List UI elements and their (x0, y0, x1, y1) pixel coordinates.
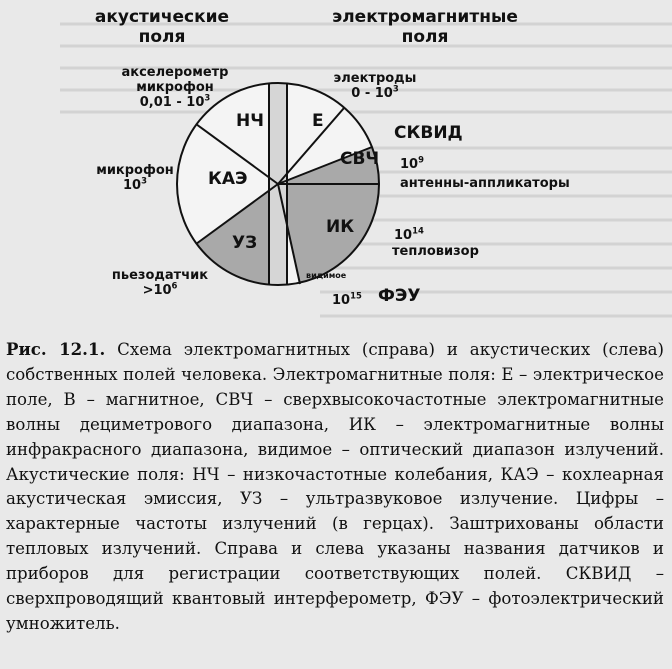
microphone-freq-exp: 3 (204, 92, 211, 103)
sector-visible-label: видимое (306, 271, 347, 280)
sector-uz-label: УЗ (232, 233, 258, 253)
antennas-freq (400, 154, 424, 173)
sector-nch-label: НЧ (236, 111, 264, 131)
thermal-freq-base: 10 (394, 228, 413, 243)
microphone2-text: микрофон (96, 163, 174, 178)
acoustic-fields-header (88, 8, 236, 47)
label-thermal-imager: тепловизор (392, 244, 479, 259)
antennas-freq-exp: 9 (418, 154, 424, 165)
label-electrodes (332, 72, 418, 102)
electrodes-freq-exp: 3 (392, 83, 399, 94)
piezo-text: пьезодатчик (111, 268, 209, 283)
caption-text: Схема электромагнитных (справа) и акустических (слева) собственных полей человека. Электромагнитные поля: Е – электрическое поле, В – магнитное, СВЧ – сверхвысокочастотные электромагнитные волны дециметрового диапазона, ИК – электромагнитные волны инфракрасного диапазона, видимое – оптический диапазон излучений. Акустические поля: НЧ – низкочастотные колебания, КАЭ – кохлеарная акустическая эмиссия, УЗ – ультразвуковое излучение. Цифры – характерные частоты излучений (в герцах). Заштрихованы области тепловых излучений. Справа и слева указаны названия датчиков и приборов для регистрации соответствующих полей. СКВИД – сверхпроводящий квантовый интерферометр, ФЭУ – фотоэлектрический умножитель. (6, 340, 664, 633)
antennas-freq-base: 10 (400, 157, 419, 172)
label-antennas: антенны-аппликаторы (400, 176, 570, 191)
figure-caption (6, 337, 664, 637)
em-header-line2: поля (401, 26, 449, 47)
pmt-freq-base: 10 (332, 293, 351, 308)
sector-kae-label: КАЭ (208, 169, 248, 189)
electrodes-freq-base: 0 - 10 (351, 85, 393, 101)
microphone2-freq-exp: 3 (141, 175, 147, 186)
pmt-freq-exp: 15 (350, 290, 362, 301)
piezo-freq (108, 280, 212, 299)
em-header-line1: электромагнитные (332, 7, 518, 27)
em-fields-header (322, 8, 528, 47)
figure-label: Рис. 12.1. (6, 339, 106, 359)
piezo-freq-base: >10 (142, 282, 172, 298)
acoustic-header-line2: поля (138, 26, 186, 47)
thermal-freq (394, 225, 424, 244)
acoustic-header-line1: акустические (94, 7, 230, 27)
microphone2-freq-base: 10 (123, 177, 142, 193)
sector-ik-label: ИК (326, 217, 355, 237)
thermal-freq-exp: 14 (412, 225, 424, 236)
microphone-freq-base: 0,01 - 10 (139, 94, 205, 110)
label-microphone-2 (90, 164, 180, 194)
pmt-freq (332, 290, 362, 309)
microphone-freq (114, 92, 236, 111)
electrodes-text: электроды (333, 71, 417, 86)
microphone-text: микрофон (136, 79, 214, 95)
label-squid: СКВИД (394, 123, 463, 143)
sector-svch-label: СВЧ (340, 149, 380, 169)
accelerometer-text: акселерометр (121, 65, 229, 80)
label-pmt: ФЭУ (378, 286, 421, 306)
electrodes-freq (332, 83, 418, 102)
label-piezo (108, 269, 212, 299)
microphone2-freq (90, 175, 180, 194)
label-accelerometer-microphone (114, 66, 236, 111)
sector-e-label: Е (312, 111, 324, 131)
piezo-freq-exp: 6 (171, 280, 178, 291)
